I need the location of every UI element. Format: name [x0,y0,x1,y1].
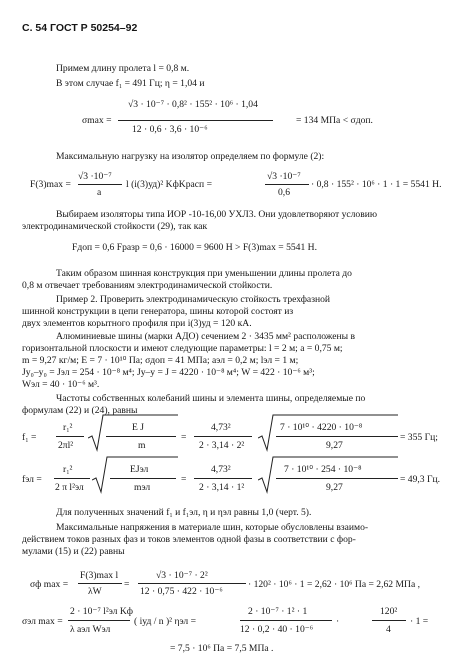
formula-denominator: mэл [134,482,151,493]
text-line: Wэл = 40 · 10⁻⁶ м³. [22,379,100,390]
formula-denominator: 2πl² [58,440,74,451]
formula-lhs: f₁ = [22,432,37,443]
text-line: электродинамической стойкости (29), так как [22,221,208,232]
formula-numerator: 2 · 10⁻⁷ · 1² · 1 [248,606,308,617]
formula-numerator: 4,73² [211,422,231,433]
page-header: С. 54 ГОСТ Р 50254–92 [22,22,138,34]
formula-lhs: σэл max = [22,616,63,627]
fraction-bar [265,184,309,185]
formula-final-result: = 7,5 · 10⁶ Па = 7,5 МПа . [170,643,274,654]
formula-numerator: 7 · 10¹⁰ · 4220 · 10⁻⁸ [280,422,363,433]
fraction-bar [54,478,90,479]
text-line: m = 9,27 кг/м; E = 7 · 10¹⁰ Па; σдоп = 41 МПа; aэл = 0,2 м; lэл = 1 м; [22,355,299,366]
fraction-bar [118,120,273,121]
text-line: Максимальные напряжения в материале шин, которые обусловлены взаимо- [56,522,369,533]
formula-middle: l (i(3)уд)² KфKрасп = [126,179,212,190]
formula-denominator: a [97,187,102,198]
formula-result: · 120² · 10⁶ · 1 = 2,62 · 10⁶ Па = 2,62 МПа , [248,579,420,590]
formula-numerator: EJэл [130,464,149,475]
fraction-bar [194,436,252,437]
formula-lhs: fэл = [22,474,42,485]
formula-denominator: 2 · 3,14 · 2² [199,440,245,451]
formula-numerator: 7 · 10¹⁰ · 254 · 10⁻⁸ [284,464,362,475]
formula-denominator: 2 · 3,14 · 1² [199,482,245,493]
fraction-bar [78,583,122,584]
fraction-bar [240,620,332,621]
text-line: Частоты собственных колебаний шины и элемента шины, определяемые по [56,393,366,404]
fraction-bar [106,436,176,437]
formula-numerator: √3 · 10⁻⁷ · 0,8² · 155² · 10⁶ · 1,04 [128,99,258,110]
text-line: Таким образом шинная конструкция при уменьшении длины пролета до [56,268,352,279]
fraction-bar [56,436,84,437]
text-line: Для полученных значений f₁ и f₁эл, η и ηэл равны 1,0 (черт. 5). [56,507,312,518]
text-line: Пример 2. Проверить электродинамическую стойкость трехфазной [56,294,331,305]
formula-lhs: σmax = [82,115,112,126]
text-line: шинной конструкции в цепи генератора, шины которой состоят из [22,306,294,317]
fraction-bar [276,436,398,437]
formula-lhs: σф max = [30,579,69,590]
formula-equals: = [181,474,187,485]
formula-numerator: √3 ·10⁻⁷ [78,171,112,182]
text-line: формулам (22) и (24), равны [22,405,138,416]
formula-denominator: λW [88,586,102,597]
text-line: Примем длину пролета l = 0,8 м. [56,63,190,74]
formula-result: · 1 = [410,616,429,627]
formula-numerator: F(3)max l [80,570,119,581]
text-line: В этом случае f₁ = 491 Гц; η = 1,04 и [56,78,205,89]
fraction-bar [276,478,398,479]
formula-numerator: 120² [380,606,398,617]
fraction-bar [68,620,130,621]
formula-numerator: r₁² [63,464,73,475]
fraction-bar [372,620,406,621]
text-line: Алюминиевые шины (марки АДО) сечением 2 · 3435 мм² расположены в [56,331,356,342]
formula-denominator: 2 π l²эл [55,482,84,493]
sqrt-sign [88,414,178,452]
formula-result: · 0,8 · 155² · 10⁶ · 1 · 1 = 5541 Н. [311,179,442,190]
formula-denominator: 12 · 0,75 · 422 · 10⁻⁶ [140,586,223,597]
formula-paren: ( iуд / n )² ηэл = [134,616,197,627]
formula-denominator: λ aэл Wэл [70,624,111,635]
formula-denominator: 4 [386,624,391,635]
text-line: горизонтальной плоскости и имеют следующие параметры: l = 2 м; a = 0,75 м; [22,343,343,354]
text-line: мулами (15) и (22) равны [22,546,125,557]
formula-denominator: 9,27 [326,440,343,451]
formula-numerator: 4,73² [211,464,231,475]
formula-lhs: F(3)max = [30,179,71,190]
formula-denominator: 12 · 0,2 · 40 · 10⁻⁶ [240,624,314,635]
formula-numerator: r₁² [63,422,73,433]
fraction-bar [194,478,252,479]
text-line: Jy₀–y₀ = Jэл = 254 · 10⁻⁸ м⁴; Jy–y = J = 4220 · 10⁻⁸ м⁴; W = 422 · 10⁻⁶ м³; [22,367,315,378]
formula-equals: = [124,579,130,590]
formula-numerator: 2 · 10⁻⁷ l²эл Kф [70,606,134,617]
text-line: действием токов разных фаз и токов элементов одной фазы в соответствии с фор- [22,534,356,545]
text-line: Максимальную нагрузку на изолятор определяем по формуле (2): [56,151,325,162]
formula-denominator: 0,6 [278,187,290,198]
text-line: 0,8 м отвечает требованиям электродинамической стойкости. [22,280,273,291]
formula-result: = 355 Гц; [400,432,438,443]
formula-denominator: m [138,440,146,451]
formula-numerator: √3 ·10⁻⁷ [267,171,301,182]
formula-denominator: 12 · 0,6 · 3,6 · 10⁻⁶ [132,124,208,135]
fraction-bar [110,478,176,479]
formula-allowed-load: Fдоп = 0,6 Fразр = 0,6 · 16000 = 9600 Н > F(3)max = 5541 Н. [72,242,317,253]
fraction-bar [138,583,246,584]
formula-denominator: 9,27 [326,482,343,493]
formula-numerator: E J [132,422,144,433]
formula-dot: · [336,616,340,627]
formula-result: = 134 МПа < σдоп. [296,115,373,126]
text-line: двух элементов корытного профиля при i(3)уд = 120 кА. [22,318,252,329]
formula-numerator: √3 · 10⁻⁷ · 2² [156,570,208,581]
formula-equals: = [181,432,187,443]
formula-result: = 49,3 Гц. [400,474,441,485]
fraction-bar [78,184,122,185]
text-line: Выбираем изоляторы типа ИОР -10-16,00 УХЛ3. Они удовлетворяют условию [56,209,378,220]
